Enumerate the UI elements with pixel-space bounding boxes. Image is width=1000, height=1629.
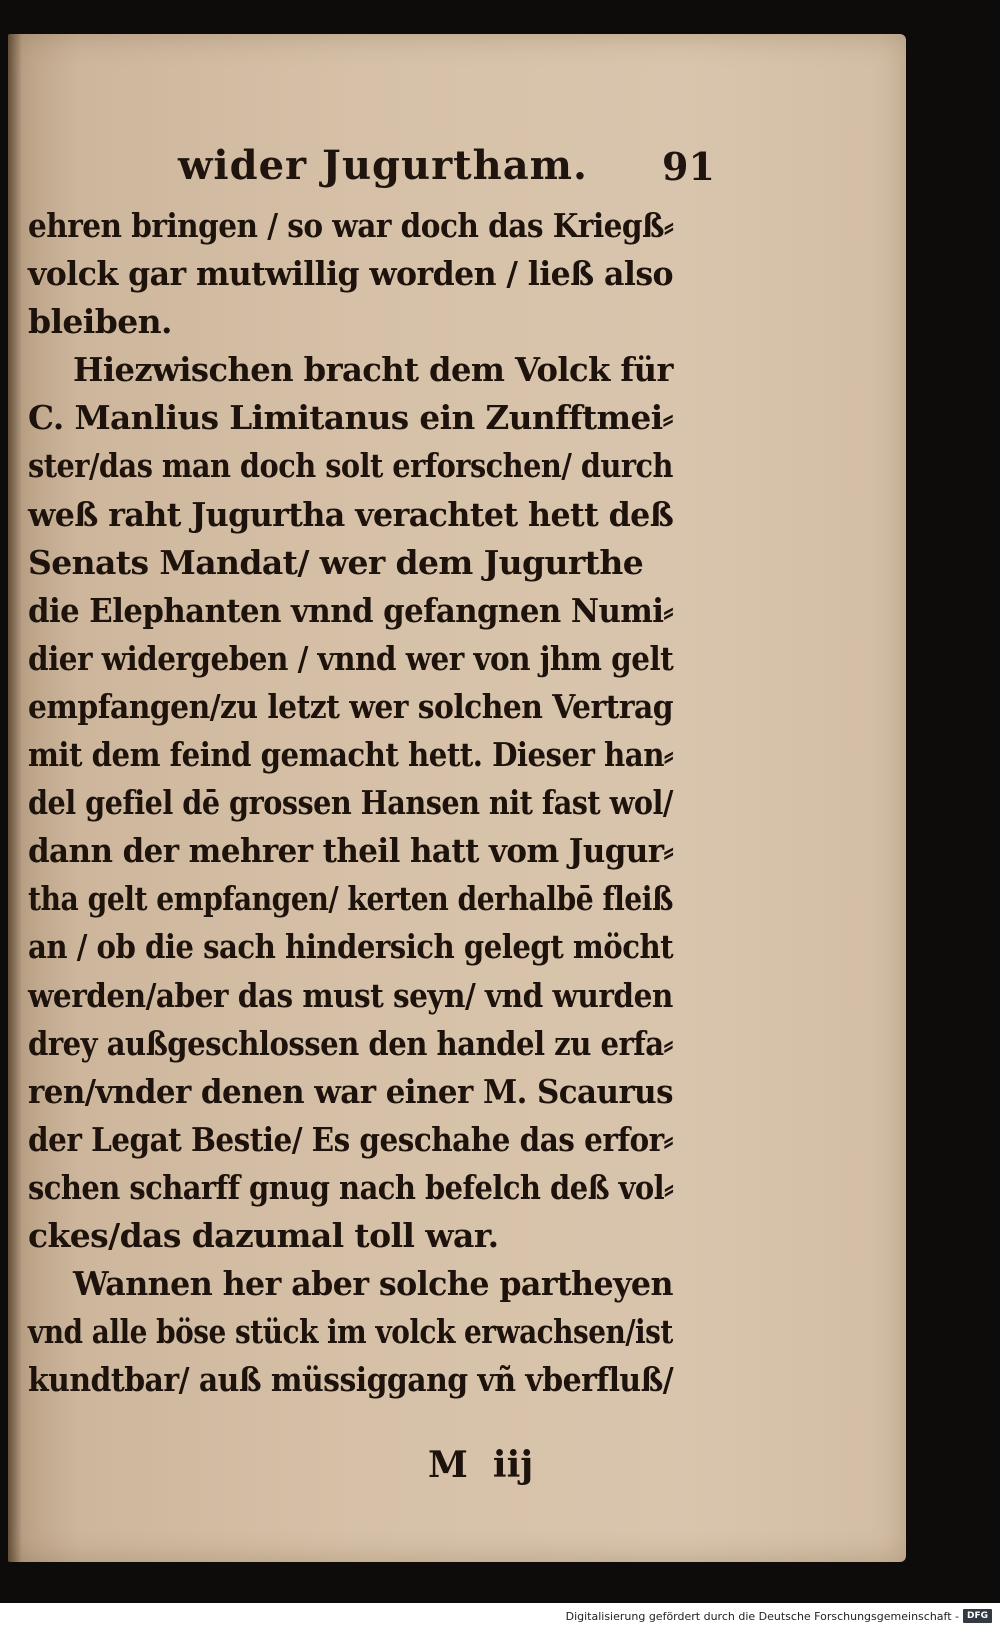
book-page bbox=[8, 34, 906, 1562]
text-line: ster/das man doch solt erforschen/ durch bbox=[28, 446, 673, 486]
text-line: die Elephanten vnnd gefangnen Numi⸗ bbox=[28, 590, 674, 630]
text-line: del gefiel dē grossen Hansen nit fast wol/ bbox=[28, 783, 673, 823]
text-line: dier widergeben / vnnd wer von jhm gelt bbox=[28, 638, 674, 678]
running-head-title: wider Jugurtham. bbox=[178, 142, 588, 189]
text-line: Wannen her aber solche partheyen bbox=[73, 1264, 673, 1304]
text-line: Senats Mandat/ wer dem Jugurthe bbox=[28, 542, 644, 582]
body-text bbox=[28, 202, 708, 1404]
text-line: der Legat Bestie/ Es geschahe das erfor⸗ bbox=[28, 1119, 673, 1159]
text-line: tha gelt empfangen/ kerten derhalbē fleiß bbox=[28, 879, 673, 919]
text-line: vnd alle böse stück im volck erwachsen/ist bbox=[28, 1312, 673, 1352]
text-line: an / ob die sach hindersich gelegt möcht bbox=[28, 927, 674, 967]
text-line: mit dem feind gemacht hett. Dieser han⸗ bbox=[28, 735, 674, 775]
dfg-logo: DFG bbox=[963, 1609, 992, 1623]
text-line: Hiezwischen bracht dem Volck für bbox=[73, 350, 673, 390]
text-line: drey außgeschlossen den handel zu erfa⸗ bbox=[28, 1023, 673, 1063]
text-line: ren/vnder denen war einer M. Scaurus bbox=[28, 1071, 673, 1111]
footer bbox=[566, 1606, 992, 1626]
text-line: empfangen/zu letzt wer solchen Vertrag bbox=[28, 686, 674, 726]
text-line: ehren bringen / so war doch das Kriegß⸗ bbox=[28, 206, 674, 245]
page-number: 91 bbox=[662, 144, 715, 189]
footer-credit: Digitalisierung gefördert durch die Deutsche Forschungsgemeinschaft - bbox=[565, 1609, 959, 1623]
text-line: bleiben. bbox=[28, 302, 172, 342]
text-line: werden/aber das must seyn/ vnd wurden bbox=[28, 975, 673, 1015]
text-line: volck gar mutwillig worden / ließ also bbox=[28, 254, 674, 294]
text-line: C. Manlius Limitanus ein Zunfftmei⸗ bbox=[28, 398, 673, 438]
text-line: dann der mehrer theil hatt vom Jugur⸗ bbox=[28, 831, 674, 871]
text-line: ckes/das dazumal toll war. bbox=[28, 1215, 499, 1255]
text-line: schen scharff gnug nach befelch deß vol⸗ bbox=[28, 1167, 674, 1207]
text-line: weß raht Jugurtha verachtet hett deß bbox=[28, 494, 674, 534]
running-head bbox=[8, 142, 715, 192]
text-line: kundtbar/ auß müssiggang vñ vberfluß/ bbox=[28, 1360, 674, 1400]
signature-mark: M iij bbox=[428, 1444, 534, 1486]
